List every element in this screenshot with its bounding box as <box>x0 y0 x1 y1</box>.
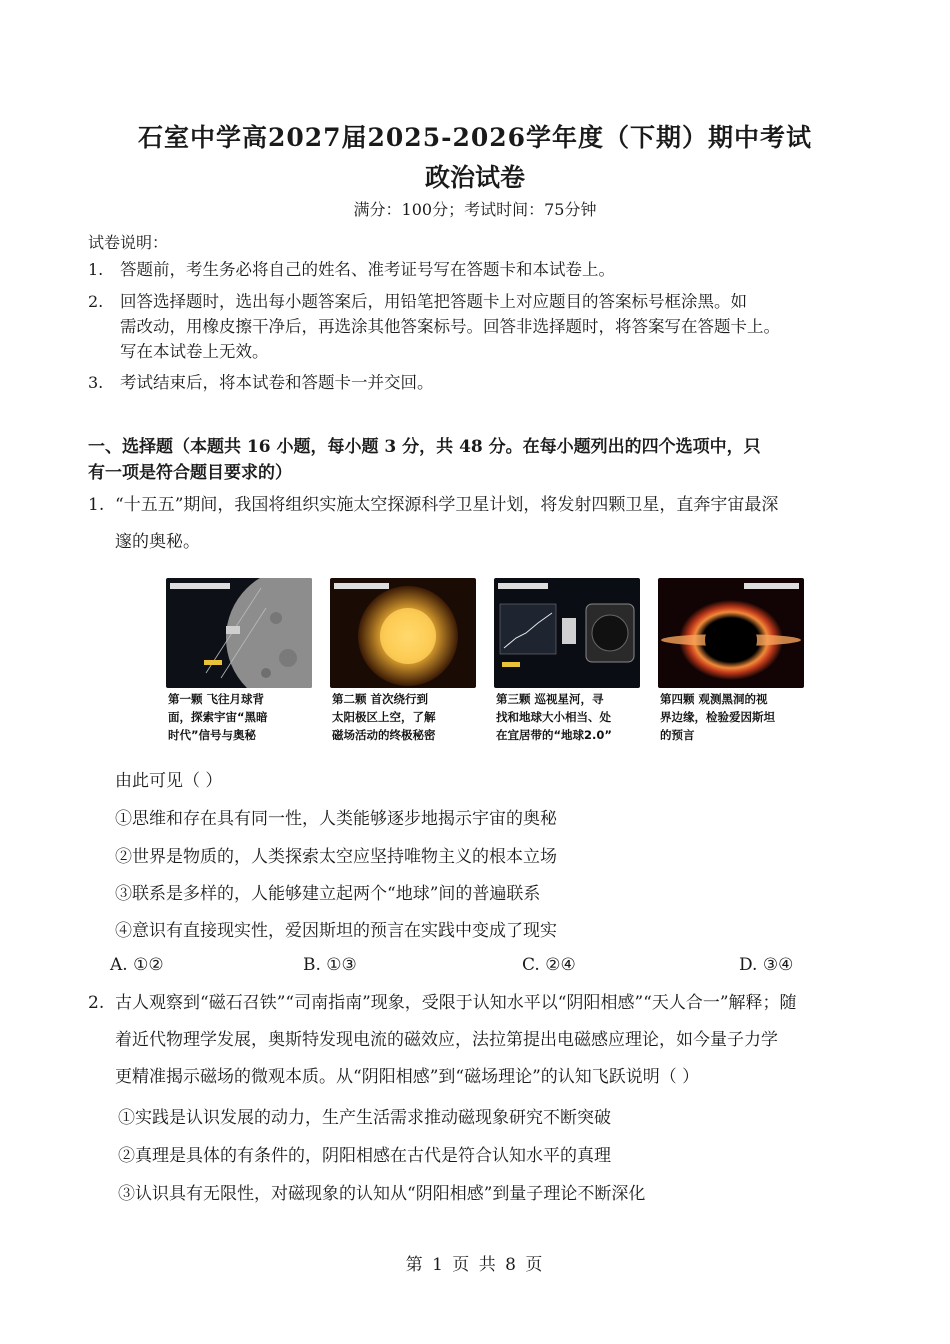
question-prompt: 由此可见（ ） <box>115 771 223 791</box>
choice-b: B. ①③ <box>303 955 357 975</box>
exoplanet-telescope-image <box>494 578 640 688</box>
instruction-num: 3. <box>88 373 104 392</box>
question-text: “十五五”期间，我国将组织实施太空探源科学卫星计划，将发射四颗卫星，直奔宇宙最深 <box>115 495 779 515</box>
image-card <box>492 574 642 750</box>
black-hole-image <box>658 578 804 688</box>
answer-statement: ③联系是多样的，人能够建立起两个“地球”间的普遍联系 <box>115 884 541 904</box>
question-text: 古人观察到“磁石召铁”“司南指南”现象，受限于认知水平以“阴阳相感”“天人合一”解释；随 <box>115 993 797 1013</box>
section-heading: 有一项是符合题目要求的） <box>88 463 292 483</box>
exam-title: 石室中学高2027届2025-2026学年度（下期）期中考试 <box>137 123 813 152</box>
image-caption: 第三颗 巡视星河，寻 找和地球大小相当、处 在宜居带的“地球2.0” <box>496 692 612 742</box>
choice-c: C. ②④ <box>522 955 576 975</box>
instruction-line: 需改动，用橡皮擦干净后，再选涂其他答案标号。回答非选择题时，将答案写在答题卡上。 <box>120 317 780 336</box>
satellite-image-strip <box>158 574 808 750</box>
instruction-line: 写在本试卷上无效。 <box>120 342 269 361</box>
answer-statement: ①思维和存在具有同一性，人类能够逐步地揭示宇宙的奥秘 <box>115 809 557 829</box>
sun-image <box>330 578 476 688</box>
image-caption: 第二颗 首次绕行到 太阳极区上空，了解 磁场活动的终极秘密 <box>332 692 436 742</box>
question-text: 着近代物理学发展，奥斯特发现电流的磁效应，法拉第提出电磁感应理论，如今量子力学 <box>115 1030 778 1050</box>
answer-statement: ②世界是物质的，人类探索太空应坚持唯物主义的根本立场 <box>115 847 557 867</box>
image-caption: 第一颗 飞往月球背 面，探索宇宙“黑暗 时代”信号与奥秘 <box>168 692 268 742</box>
instruction-num: 2. <box>88 292 104 311</box>
exam-subject: 政治试卷 <box>424 163 525 192</box>
choice-a: A. ①② <box>110 955 164 975</box>
choice-d: D. ③④ <box>739 955 794 975</box>
answer-statement: ①实践是认识发展的动力，生产生活需求推动磁现象研究不断突破 <box>118 1108 611 1128</box>
image-card <box>656 574 806 750</box>
image-card <box>328 574 478 750</box>
section-heading: 一、选择题（本题共 16 小题，每小题 3 分，共 48 分。在每小题列出的四个选项中，只 <box>88 437 761 457</box>
question-text: 邃的奥秘。 <box>115 532 200 552</box>
instruction-line: 考试结束后，将本试卷和答题卡一并交回。 <box>120 373 434 392</box>
question-number: 1. <box>88 495 105 515</box>
image-caption: 第四颗 观测黑洞的视 界边缘，检验爱因斯坦 的预言 <box>660 692 775 742</box>
question-number: 2. <box>88 993 105 1013</box>
instruction-line: 回答选择题时，选出每小题答案后，用铅笔把答题卡上对应题目的答案标号框涂黑。如 <box>120 292 747 311</box>
instruction-line: 答题前，考生务必将自己的姓名、准考证号写在答题卡和本试卷上。 <box>120 260 615 279</box>
answer-statement: ②真理是具体的有条件的，阴阳相感在古代是符合认知水平的真理 <box>118 1146 611 1166</box>
instruction-num: 1. <box>88 260 104 279</box>
question-text: 更精准揭示磁场的微观本质。从“阴阳相感”到“磁场理论”的认知飞跃说明（ ） <box>115 1067 700 1087</box>
moon-satellite-image <box>166 578 312 688</box>
instructions-label: 试卷说明： <box>88 233 169 252</box>
answer-statement: ④意识有直接现实性，爱因斯坦的预言在实践中变成了现实 <box>115 921 557 941</box>
exam-meta: 满分：100分；考试时间：75分钟 <box>353 200 597 219</box>
answer-statement: ③认识具有无限性，对磁现象的认知从“阴阳相感”到量子理论不断深化 <box>118 1184 646 1204</box>
image-card <box>164 574 314 750</box>
page-number: 第 1 页 共 8 页 <box>405 1255 545 1275</box>
